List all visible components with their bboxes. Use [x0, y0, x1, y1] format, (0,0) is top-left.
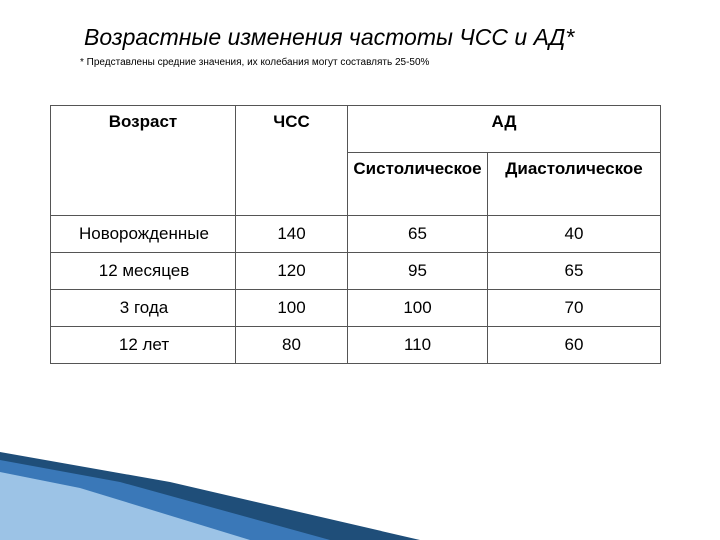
table-row — [51, 253, 661, 290]
cell-systolic: 100 — [348, 290, 488, 327]
header-diastolic: Диастолическое — [488, 153, 661, 216]
footnote: * Представлены средние значения, их колебания могут составлять 25-50% — [80, 57, 430, 68]
table-row — [51, 327, 661, 364]
cell-diastolic: 60 — [488, 327, 661, 364]
cell-hr: 80 — [236, 327, 348, 364]
cell-systolic: 110 — [348, 327, 488, 364]
cell-age: 12 лет — [51, 327, 236, 364]
cell-hr: 140 — [236, 216, 348, 253]
cell-age: 3 года — [51, 290, 236, 327]
cell-hr: 120 — [236, 253, 348, 290]
cell-systolic: 95 — [348, 253, 488, 290]
cell-diastolic: 40 — [488, 216, 661, 253]
header-row — [51, 106, 661, 153]
decorative-swoosh — [0, 400, 420, 540]
slide-title: Возрастные изменения частоты ЧСС и АД* — [84, 24, 575, 50]
data-table — [50, 105, 661, 364]
header-bp: АД — [348, 106, 661, 153]
header-age: Возраст — [51, 106, 236, 216]
table-row — [51, 216, 661, 253]
cell-age: Новорожденные — [51, 216, 236, 253]
cell-systolic: 65 — [348, 216, 488, 253]
header-hr: ЧСС — [236, 106, 348, 216]
cell-hr: 100 — [236, 290, 348, 327]
header-systolic: Систолическое — [348, 153, 488, 216]
cell-diastolic: 70 — [488, 290, 661, 327]
table-row — [51, 290, 661, 327]
cell-diastolic: 65 — [488, 253, 661, 290]
cell-age: 12 месяцев — [51, 253, 236, 290]
